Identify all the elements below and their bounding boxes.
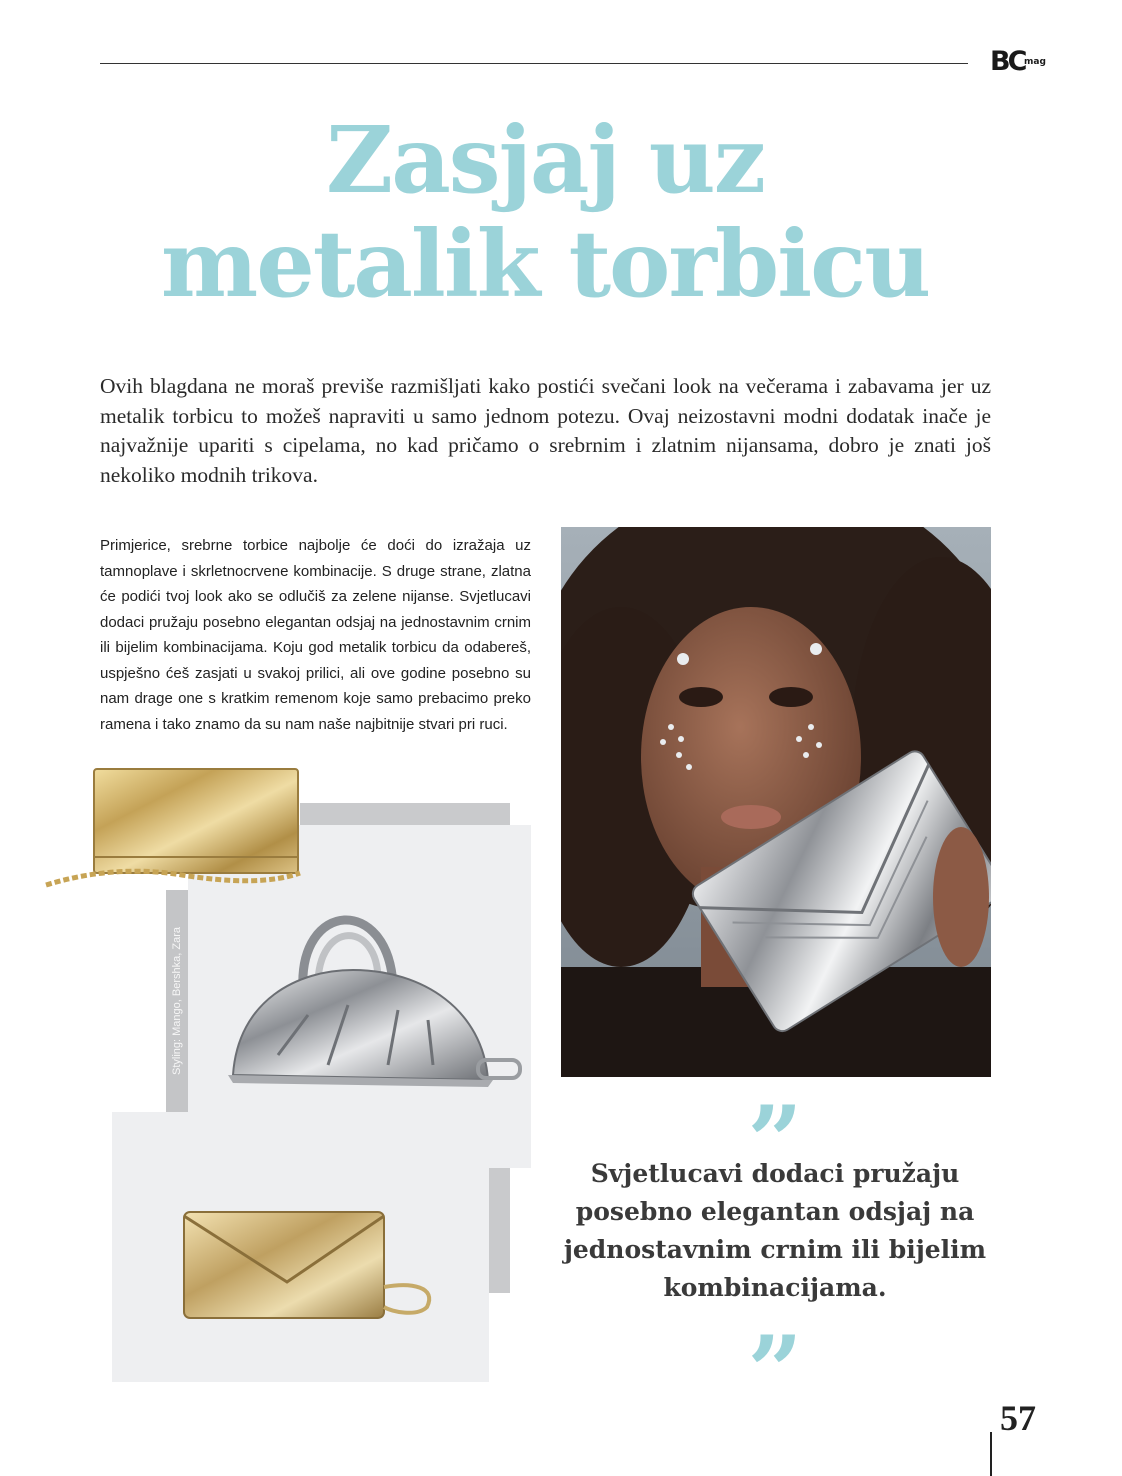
- collage-frame-top: [300, 803, 510, 825]
- page-number: 57: [1000, 1398, 1036, 1438]
- title-line-2: metalik torbicu: [160, 210, 930, 318]
- logo-main: BC: [990, 46, 1025, 77]
- body-paragraph: Primjerice, srebrne torbice najbolje će doći do izražaja uz tamnoplave i skrletnocrvene kombinacije. S druge strane, zlatna će podići tvoj look ako se odlučiš za zelene nijanse. Svjetlucavi dodaci pružaju posebno elegantan odsjaj na jednostavnim crnim ili bijelim kombinacijama. Koju god metalik torbicu da odabereš, uspješno ćeš zasjati u svakoj prilici, ali ove godine posebno su nam drage one s kratkim remenom koje samo prebacimo preko ramena i tako znamo da su nam naše najbitnije stvari pri ruci.: [100, 537, 531, 733]
- styling-credit-strip: [166, 890, 188, 1112]
- gold-crossbody-bag-image: [42, 765, 307, 895]
- styling-credit: Styling: Mango, Bershka, Zara: [171, 927, 183, 1075]
- page-number-rule: [990, 1432, 992, 1476]
- quote-close-mark: ”: [747, 1315, 803, 1428]
- pull-quote: Svjetlucavi dodaci pružaju posebno elegantan odsjaj na jednostavnim crnim ili bijelim kombinacijama.: [563, 1159, 987, 1302]
- logo-sub: mag: [1024, 57, 1046, 67]
- gold-clutch-photo: [112, 1112, 489, 1382]
- intro-paragraph: Ovih blagdana ne moraš previše razmišljati kako postići svečani look na večerama i zabavama jer uz metalik torbicu to možeš napraviti u samo jednom potezu. Ovaj neizostavni modni dodatak inače je najvažnije upariti s cipelama, no kad pričamo o srebrnim i zlatnim nijansama, dobro je znati još nekoliko modnih trikova.: [100, 374, 991, 487]
- title-line-1: Zasjaj uz: [326, 106, 764, 214]
- gold-envelope-clutch-image: [112, 1112, 489, 1382]
- magazine-logo: [990, 44, 1046, 78]
- quote-open-mark: ”: [747, 1085, 803, 1198]
- collage-frame-bottom: [489, 1168, 510, 1293]
- header-rule: [100, 63, 968, 64]
- model-photo: [561, 527, 991, 1077]
- article-title: [60, 108, 1030, 316]
- model-with-silver-bag-image: [561, 527, 991, 1077]
